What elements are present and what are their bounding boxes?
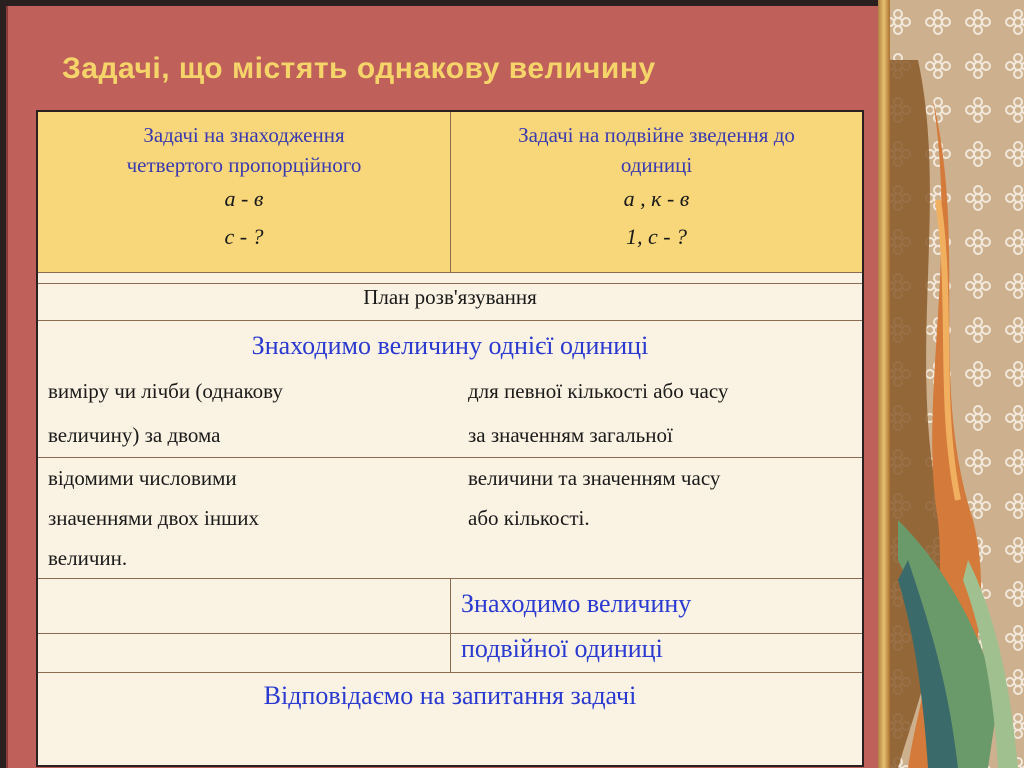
plan-label: План розв'язування [37,284,863,321]
step1-cell [37,321,863,458]
header-left-formula1: а - в [224,186,264,211]
decorative-border [878,0,890,768]
header-right-line1: Задачі на подвійне зведення до [518,123,795,147]
header-left-line2: четвертого пропорційного [126,153,362,177]
decorative-art-icon [878,0,1024,768]
spacer-row [37,273,863,284]
step1-right-line3: величини та значенням часу [468,465,721,490]
step2-line2: подвійної одиниці [451,634,864,673]
step1-cont-cell [37,458,863,579]
header-right-cell [451,111,864,273]
step1-right-line1: для певної кількості або часу [468,378,729,403]
decorative-panel [878,0,1024,768]
step3-answer: Відповідаємо на запитання задачі [37,673,863,767]
page-title: Задачі, що містять однакову величину [62,52,656,85]
header-right-line2: одиниці [620,153,693,177]
step1-left-line5: величин. [48,545,128,570]
step1-left-line2: величину) за двома [48,422,221,447]
header-left-formula2: с - ? [224,224,264,249]
step1-left-line3: відомими числовими [48,465,237,490]
header-right-formula1: а , к - в [623,186,690,211]
step2-left-empty [37,579,451,634]
step2-line1: Знаходимо величину [451,579,864,634]
step2-left-empty2 [37,634,451,673]
header-right-formula2: 1, с - ? [625,224,688,249]
step1-right-line4: або кількості. [468,505,590,530]
header-left-line1: Задачі на знаходження [143,123,345,147]
content-table [36,110,864,767]
step1-left-line1: виміру чи лічби (однакову [48,378,283,403]
step1-heading: Знаходимо величину однієї одиниці [251,331,649,360]
step1-left-line4: значеннями двох інших [48,505,259,530]
header-left-cell [37,111,451,273]
step1-right-line2: за значенням загальної [468,422,673,447]
